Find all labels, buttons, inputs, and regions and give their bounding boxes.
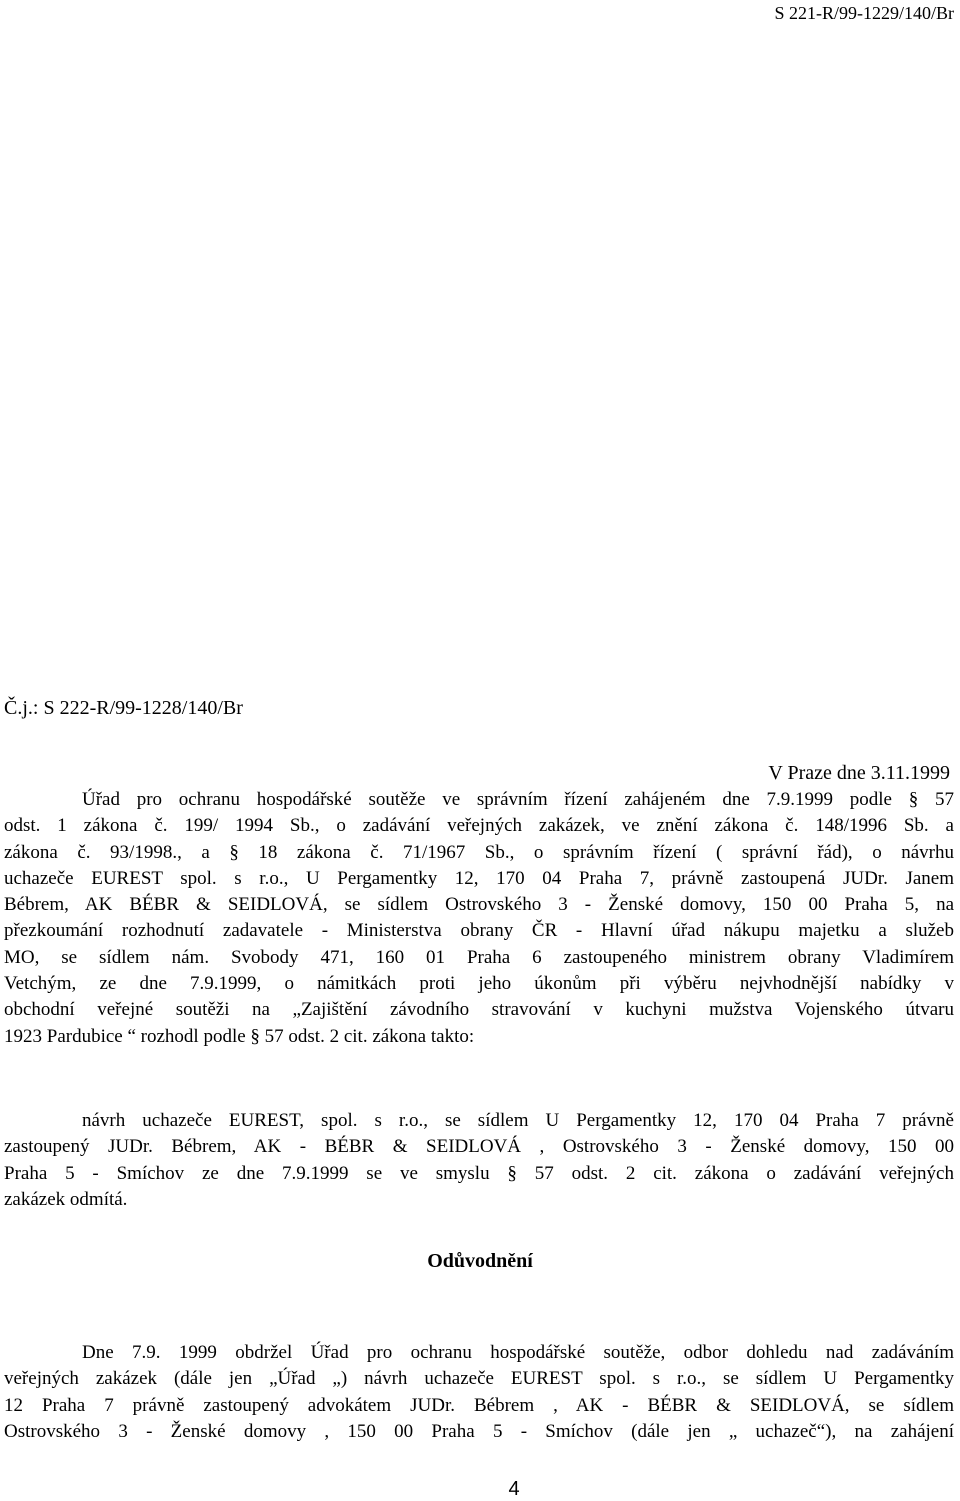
reasoning-paragraph — [4, 1340, 954, 1445]
paragraph-line: obchodní veřejné soutěži na „Zajištění závodního stravování v kuchyni mužstva Vojenského útvaru — [4, 999, 954, 1021]
paragraph-line: Dne 7.9. 1999 obdržel Úřad pro ochranu hospodářské soutěže, odbor dohledu nad zadáváním — [82, 1342, 954, 1363]
paragraph-line: návrh uchazeče EUREST, spol. s r.o., se sídlem U Pergamentky 12, 170 04 Praha 7 právně — [82, 1110, 954, 1131]
decision-verdict-paragraph — [4, 1108, 954, 1213]
paragraph-line: MO, se sídlem nám. Svobody 471, 160 01 Praha 6 zastoupeného ministrem obrany Vladimírem — [4, 946, 954, 968]
paragraph-line: Praha 5 - Smíchov ze dne 7.9.1999 se ve smyslu § 57 odst. 2 cit. zákona o zadávání veřejných — [4, 1162, 954, 1184]
paragraph-line: zastoupený JUDr. Bébrem, AK - BÉBR & SEIDLOVÁ , Ostrovského 3 - Ženské domovy, 150 00 — [4, 1136, 954, 1158]
paragraph-line: veřejných zakázek (dále jen „Úřad „) návrh uchazeče EUREST spol. s r.o., se sídlem U Pergamentky — [4, 1368, 954, 1390]
decision-intro-paragraph — [4, 787, 954, 1050]
document-reference: S 221-R/99-1229/140/Br — [774, 3, 954, 23]
case-number: Č.j.: S 222-R/99-1228/140/Br — [4, 697, 243, 719]
paragraph-line: Ostrovského 3 - Ženské domovy , 150 00 Praha 5 - Smíchov (dále jen „ uchazeč“), na zahájení — [4, 1420, 954, 1442]
paragraph-line: Bébrem, AK BÉBR & SEIDLOVÁ, se sídlem Ostrovského 3 - Ženské domovy, 150 00 Praha 5, na — [4, 894, 954, 916]
paragraph-line: odst. 1 zákona č. 199/ 1994 Sb., o zadávání veřejných zakázek, ve znění zákona č. 148/1996 Sb. a — [4, 815, 954, 837]
paragraph-line: Úřad pro ochranu hospodářské soutěže ve správním řízení zahájeném dne 7.9.1999 podle § 57 — [82, 789, 954, 810]
section-heading: Odůvodnění — [427, 1250, 533, 1272]
paragraph-line: 1923 Pardubice “ rozhodl podle § 57 odst. 2 cit. zákona takto: — [4, 1025, 475, 1047]
page-number: 4 — [508, 1478, 520, 1500]
paragraph-line: zákona č. 93/1998., a § 18 zákona č. 71/1967 Sb., o správním řízení ( správní řád), o návrhu — [4, 841, 954, 863]
paragraph-line: Vetchým, ze dne 7.9.1999, o námitkách proti jeho úkonům při výběru nejvhodnější nabídky v — [4, 973, 954, 995]
paragraph-line: uchazeče EUREST spol. s r.o., U Pergamentky 12, 170 04 Praha 7, právně zastoupená JUDr. Janem — [4, 867, 954, 889]
paragraph-line: zakázek odmítá. — [4, 1188, 128, 1210]
paragraph-line: přezkoumání rozhodnutí zadavatele - Ministerstva obrany ČR - Hlavní úřad nákupu majetku a služeb — [4, 920, 954, 942]
paragraph-line: 12 Praha 7 právně zastoupený advokátem JUDr. Bébrem , AK - BÉBR & SEIDLOVÁ, se sídlem — [4, 1394, 954, 1416]
date-line: V Praze dne 3.11.1999 — [768, 762, 950, 784]
